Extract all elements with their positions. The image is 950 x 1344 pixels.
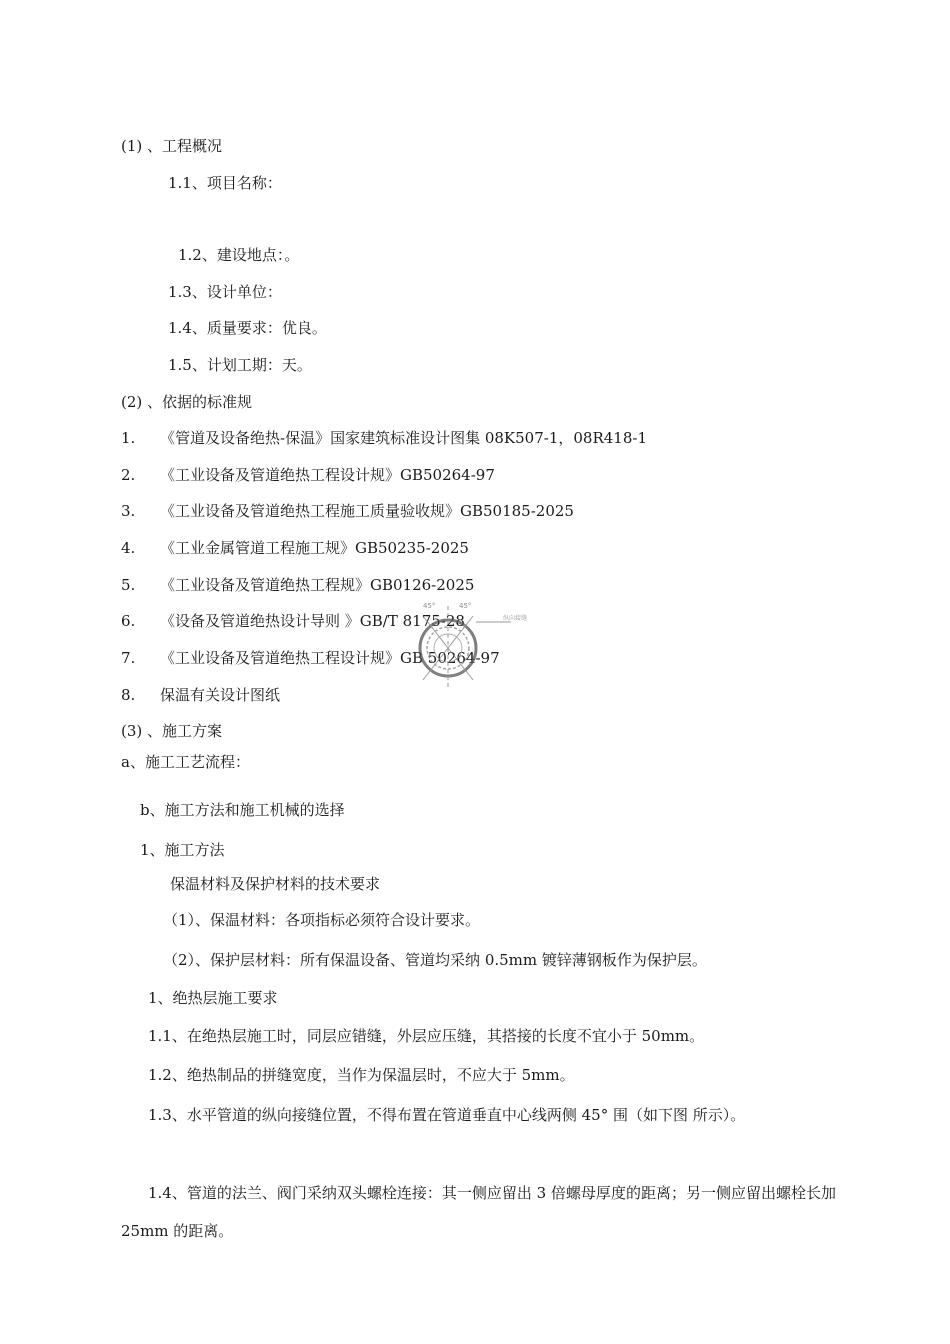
reference-text: 保温有关设计图纸	[160, 686, 281, 704]
reference-number: 2.	[121, 466, 136, 484]
requirement-1-2: 1.2、绝热制品的拼缝宽度，当作为保温层时，不应大于 5mm。	[148, 1066, 575, 1084]
reference-item	[0, 465, 950, 485]
reference-number: 4.	[121, 539, 136, 557]
reference-text: 《工业设备及管道绝热工程设计规》GB 50264-97	[160, 649, 500, 667]
reference-text: 《工业设备及管道绝热工程施工质量验收规》GB50185-2025	[160, 502, 574, 520]
reference-number: 7.	[121, 649, 136, 667]
requirement-1-1: 1.1、在绝热层施工时，同层应错缝，外层应压缝，其搭接的长度不宜小于 50mm。	[148, 1027, 705, 1045]
reference-item	[0, 575, 950, 595]
item-1-5: 1.5、计划工期：天。	[168, 356, 312, 374]
requirement-1-4: 1.4、管道的法兰、阀门采纳双头螺栓连接：其一侧应留出 3 倍螺母厚度的距离；另一侧应留出螺栓长加 25mm 的距离。	[121, 1184, 836, 1240]
angle-label-left: 45°	[423, 602, 436, 610]
method-subheading: 1、施工方法	[140, 841, 225, 859]
reference-number: 1.	[121, 429, 136, 447]
reference-text: 《工业金属管道工程施工规》GB50235-2025	[160, 539, 469, 557]
material-requirements: 保温材料及保护材料的技术要求	[170, 875, 381, 893]
reference-number: 8.	[121, 686, 136, 704]
reference-item	[0, 428, 950, 448]
item-1-3: 1.3、设计单位：	[168, 283, 282, 301]
insulation-requirements-heading: 1、绝热层施工要求	[148, 989, 278, 1007]
material-item-2: （2）、保护层材料：所有保温设备、管道均采纳 0.5mm 镀锌薄钢板作为保护层。	[163, 951, 707, 969]
reference-item	[0, 538, 950, 558]
angle-label-right: 45°	[459, 602, 472, 610]
material-item-1: （1）、保温材料：各项指标必须符合设计要求。	[163, 911, 481, 929]
construction-flow: a、施工工艺流程：	[121, 753, 250, 771]
reference-text: 《工业设备及管道绝热工程规》GB0126-2025	[160, 576, 475, 594]
reference-item	[0, 501, 950, 521]
item-1-4: 1.4、质量要求：优良。	[168, 319, 327, 337]
reference-text: 《工业设备及管道绝热工程设计规》GB50264-97	[160, 466, 495, 484]
reference-number: 5.	[121, 576, 136, 594]
reference-number: 6.	[121, 612, 136, 630]
construction-method-heading: b、施工方法和施工机械的选择	[140, 801, 345, 819]
item-1-1: 1.1、项目名称：	[168, 174, 282, 192]
section-3-heading: (3) 、施工方案	[121, 722, 223, 740]
reference-text: 《管道及设备绝热-保温》国家建筑标准设计图集 08K507-1，08R418-1	[160, 429, 647, 447]
pipe-joint-diagram	[403, 598, 528, 693]
reference-number: 3.	[121, 502, 136, 520]
item-1-2: 1.2、建设地点：。	[178, 246, 300, 264]
reference-text: 《设备及管道绝热设计导则 》GB/T 8175-28	[160, 612, 465, 630]
pipe-joint-diagram-svg	[403, 598, 528, 693]
section-2-heading: (2) 、依据的标准规	[121, 393, 253, 411]
joint-label: 纵向接缝	[503, 615, 528, 622]
section-1-heading: (1) 、工程概况	[121, 137, 223, 155]
requirement-1-3: 1.3、水平管道的纵向接缝位置，不得布置在管道垂直中心线两侧 45° 围（如下图 所示）。	[148, 1106, 746, 1124]
